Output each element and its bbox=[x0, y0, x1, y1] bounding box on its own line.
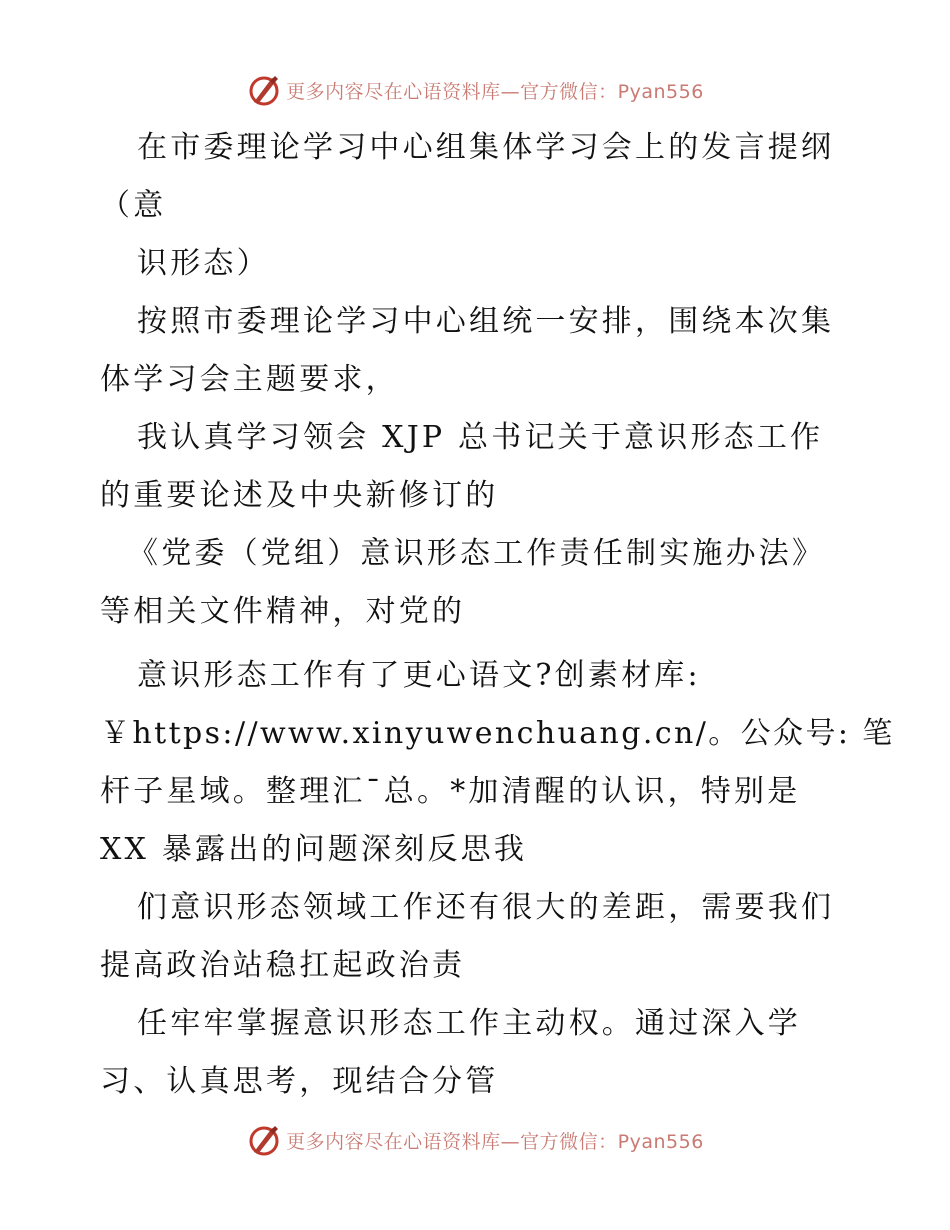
quill-logo-icon bbox=[246, 1122, 282, 1158]
text-line: 我认真学习领会 XJP 总书记关于意识形态工作 bbox=[137, 420, 824, 455]
text-line: 提高政治站稳扛起政治责 bbox=[100, 948, 466, 983]
text-line: 习、认真思考，现结合分管 bbox=[100, 1064, 499, 1099]
text-line: 等相关文件精神，对党的 bbox=[100, 594, 466, 629]
footer-watermark-text: 更多内容尽在心语资料库—官方微信：Pyan556 bbox=[286, 1130, 704, 1153]
footer-watermark bbox=[0, 1120, 950, 1160]
text-line: 意识形态工作有了更心语文?创素材库: bbox=[137, 658, 701, 693]
text-line: 在市委理论学习中心组集体学习会上的发言提纲 bbox=[137, 130, 835, 165]
text-line: 《党委（党组）意识形态工作责任制实施办法》 bbox=[128, 536, 826, 571]
text-line: 的重要论述及中央新修订的 bbox=[100, 478, 499, 513]
text-line: 体学习会主题要求， bbox=[100, 362, 399, 397]
text-line: 按照市委理论学习中心组统一安排，围绕本次集 bbox=[137, 304, 835, 339]
text-line: （意 bbox=[100, 188, 167, 223]
text-line: 们意识形态领域工作还有很大的差距，需要我们 bbox=[137, 890, 835, 925]
text-line: ￥https://www.xinyuwenchuang.cn/。公众号: 笔 bbox=[100, 716, 895, 751]
header-watermark-text: 更多内容尽在心语资料库—官方微信：Pyan556 bbox=[286, 80, 704, 103]
text-line: 识形态） bbox=[137, 246, 270, 281]
text-line: 杆子星域。整理汇¯总。*加清醒的认识，特别是 bbox=[100, 774, 801, 809]
text-line: XX 暴露出的问题深刻反思我 bbox=[100, 832, 528, 867]
text-line: 任牢牢掌握意识形态工作主动权。通过深入学 bbox=[137, 1006, 801, 1041]
